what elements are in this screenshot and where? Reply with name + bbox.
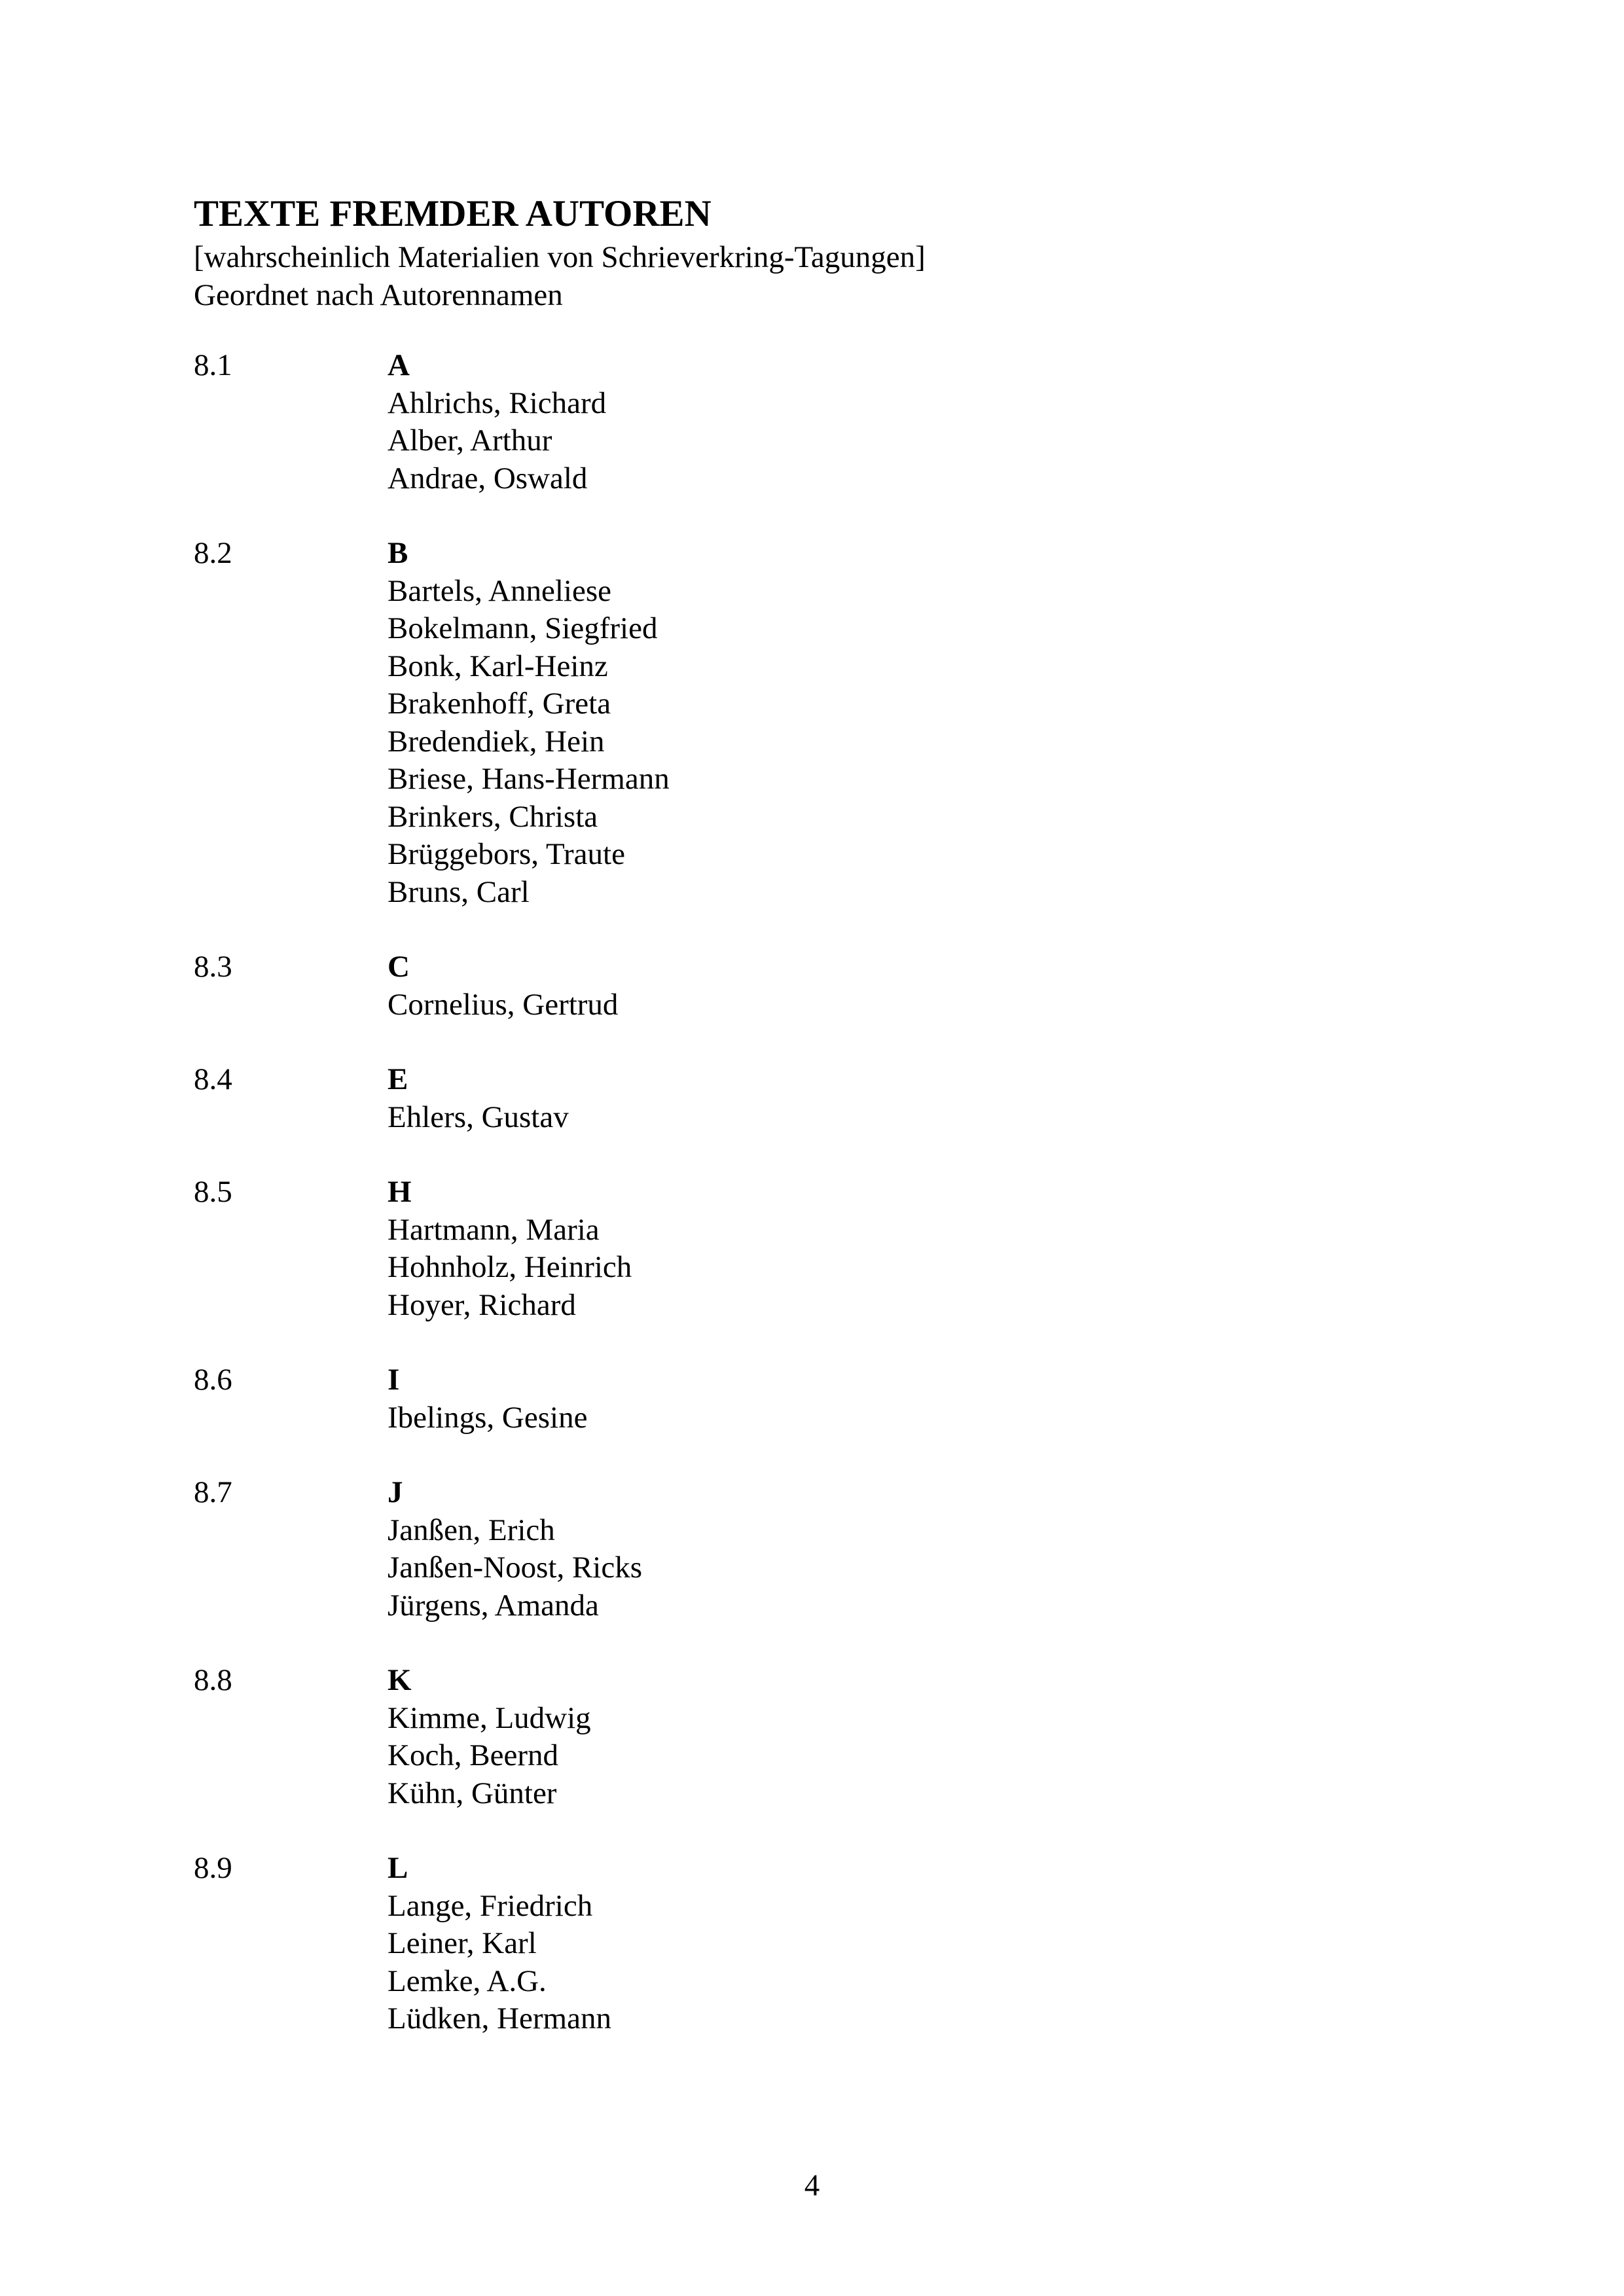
section-letter: H (388, 1175, 412, 1209)
author-name: Cornelius, Gertrud (388, 987, 619, 1022)
author-name: Bonk, Karl-Heinz (388, 649, 608, 683)
author-name: Jürgens, Amanda (388, 1588, 599, 1623)
section-number: 8.3 (194, 950, 232, 984)
section-letter: J (388, 1475, 403, 1509)
section-letter: E (388, 1062, 408, 1096)
author-section (194, 535, 670, 911)
section-letter: K (388, 1663, 412, 1697)
document-header (194, 190, 926, 314)
author-section (194, 1662, 670, 1812)
author-name: Brüggebors, Traute (388, 837, 625, 871)
author-name: Ahlrichs, Richard (388, 386, 607, 420)
author-section (194, 948, 670, 1024)
author-name: Lange, Friedrich (388, 1888, 593, 1923)
section-letter: L (388, 1851, 408, 1885)
section-number: 8.8 (194, 1663, 232, 1697)
page-number: 4 (804, 2168, 820, 2202)
section-number: 8.7 (194, 1475, 232, 1509)
author-section (194, 347, 670, 497)
author-name: Brinkers, Christa (388, 799, 598, 834)
author-name: Alber, Arthur (388, 423, 552, 457)
section-body (388, 1361, 587, 1437)
section-number: 8.6 (194, 1363, 232, 1397)
author-index (194, 347, 670, 2075)
section-body (388, 535, 670, 911)
author-name: Hohnholz, Heinrich (388, 1250, 632, 1284)
section-body (388, 1474, 642, 1624)
author-name: Lüdken, Hermann (388, 2001, 611, 2036)
page-title: TEXTE FREMDER AUTOREN (194, 193, 712, 234)
subtitle-note: [wahrscheinlich Materialien von Schrieverkring-Tagungen] (194, 240, 926, 274)
author-name: Andrae, Oswald (388, 461, 588, 495)
author-name: Janßen, Erich (388, 1513, 555, 1547)
section-letter: C (388, 950, 410, 984)
author-section (194, 1850, 670, 2038)
section-number: 8.1 (194, 348, 232, 382)
author-name: Bartels, Anneliese (388, 573, 611, 608)
section-number: 8.4 (194, 1062, 232, 1096)
author-name: Bredendiek, Hein (388, 724, 605, 759)
author-name: Kimme, Ludwig (388, 1700, 591, 1735)
section-number: 8.2 (194, 536, 232, 570)
author-name: Bruns, Carl (388, 874, 530, 909)
section-letter: B (388, 536, 408, 570)
section-body (388, 948, 618, 1024)
section-body (388, 347, 606, 497)
author-name: Hoyer, Richard (388, 1287, 576, 1322)
author-name: Leiner, Karl (388, 1926, 537, 1960)
author-name: Hartmann, Maria (388, 1212, 600, 1247)
author-name: Briese, Hans-Hermann (388, 762, 670, 796)
author-name: Janßen-Noost, Ricks (388, 1551, 643, 1585)
section-body (388, 1061, 569, 1136)
section-body (388, 1174, 632, 1324)
author-name: Koch, Beernd (388, 1738, 559, 1772)
section-body (388, 1662, 591, 1812)
author-section (194, 1474, 670, 1624)
author-name: Ibelings, Gesine (388, 1400, 588, 1435)
author-name: Lemke, A.G. (388, 1964, 547, 1998)
author-section (194, 1361, 670, 1437)
section-number: 8.5 (194, 1175, 232, 1209)
author-name: Brakenhoff, Greta (388, 687, 611, 721)
author-name: Ehlers, Gustav (388, 1100, 569, 1134)
section-number: 8.9 (194, 1851, 232, 1885)
author-section (194, 1174, 670, 1324)
section-letter: I (388, 1363, 400, 1397)
author-name: Bokelmann, Siegfried (388, 611, 658, 645)
author-name: Kühn, Günter (388, 1776, 557, 1810)
section-letter: A (388, 348, 410, 382)
author-section (194, 1061, 670, 1136)
section-body (388, 1850, 611, 2038)
subtitle-ordering: Geordnet nach Autorennamen (194, 278, 563, 312)
